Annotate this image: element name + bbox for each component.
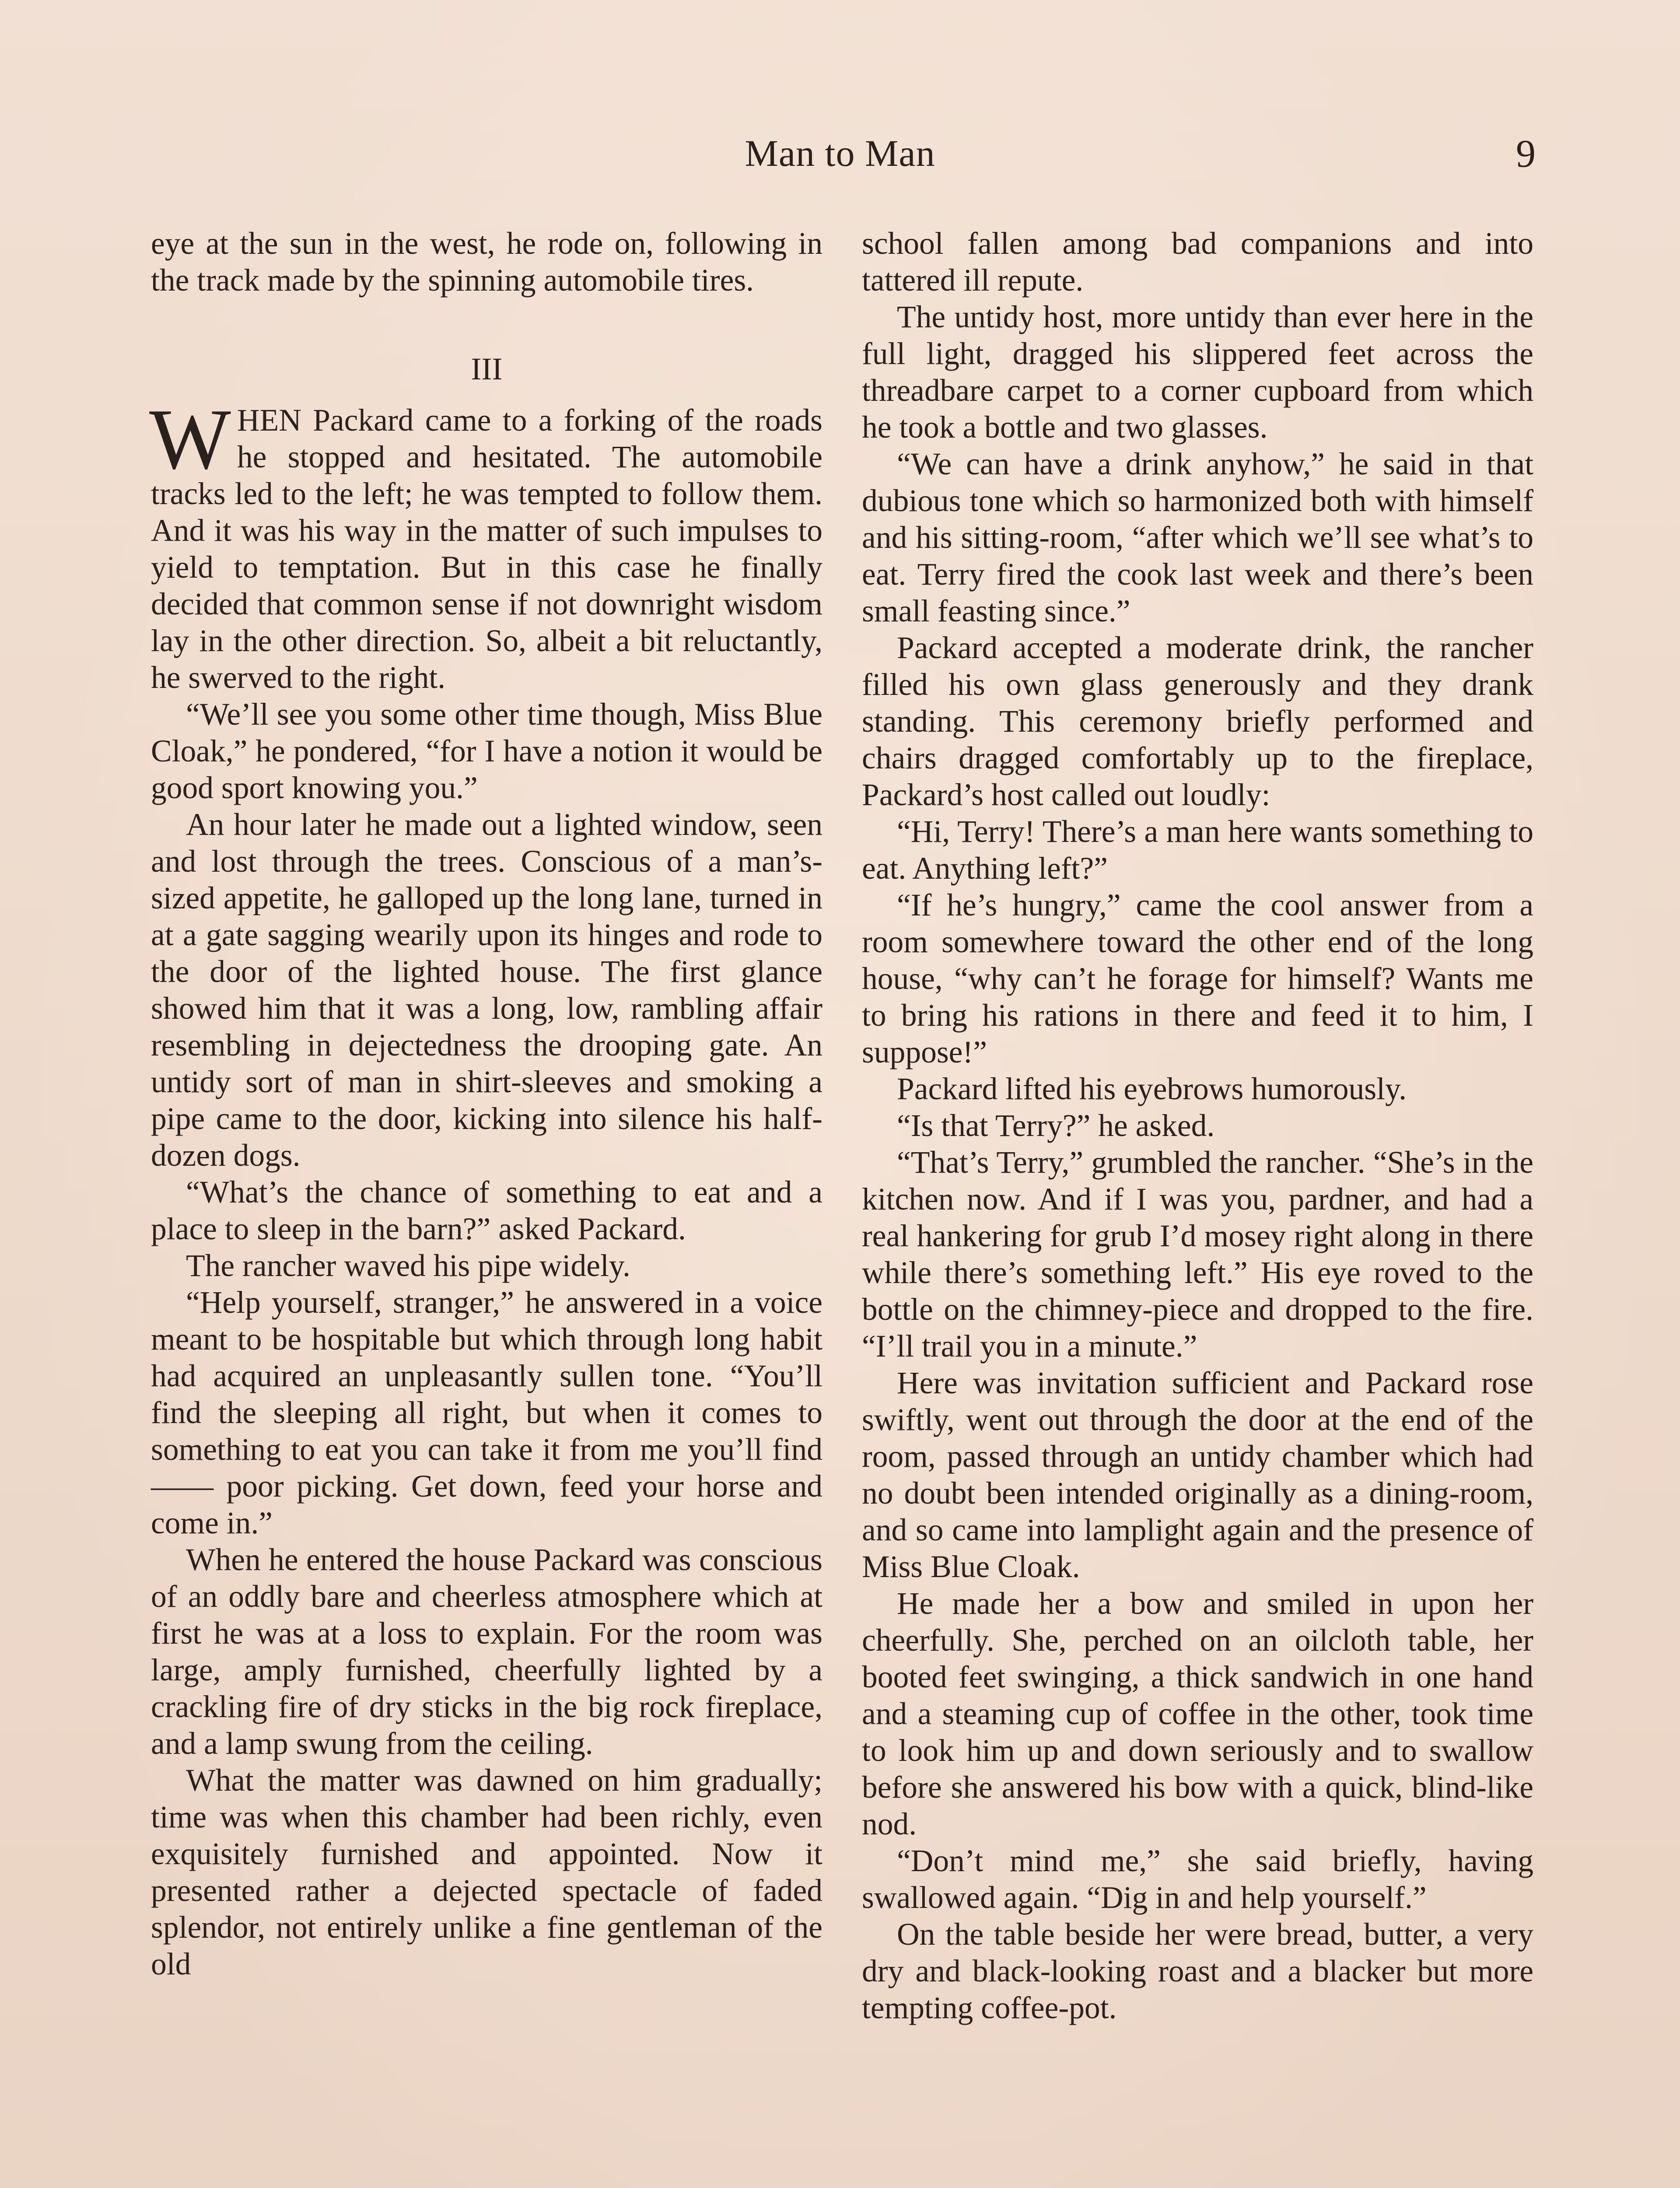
paragraph: school fallen among bad companions and into tattered ill repute. [862, 226, 1533, 298]
paragraph: “If he’s hungry,” came the cool answer from a room somewhere toward the other end of the long house, “why can’t he forage for himself? Wants me to bring his rations in there and feed it to him, I suppose!” [862, 888, 1533, 1069]
paragraph: On the table beside her were bread, butter, a very dry and black-looking roast and a blacker but more tempting coffee-pot. [862, 1917, 1533, 2025]
paragraph [149, 391, 822, 696]
paragraph: Packard accepted a moderate drink, the rancher filled his own glass generously and they drank standing. This ceremony briefly performed and chairs dragged comfortably up to the fireplace, Packard’s host called out loudly: [862, 631, 1533, 812]
paragraph: “That’s Terry,” grumbled the rancher. “She’s in the kitchen now. And if I was you, pardner, and had a real hankering for grub I’d mosey right along in there while there’s something left.” His eye roved to the bottle on the chimney-piece and dropped to the fire. “I’ll trail you in a minute.” [862, 1145, 1533, 1364]
page-number: 9 [1516, 132, 1536, 175]
drop-cap: W [149, 391, 231, 487]
paragraph: He made her a bow and smiled in upon her cheerfully. She, perched on an oilcloth table, her booted feet swinging, a thick sandwich in one hand and a steaming cup of coffee in the other, took time to look him up and down seriously and to swallow before she answered his bow with a quick, blind-like nod. [862, 1586, 1533, 1841]
paragraph: When he entered the house Packard was conscious of an oddly bare and cheerless atmosphere which at first he was at a loss to explain. For the room was large, amply furnished, cheerfully lighted by a crackling fire of dry sticks in the big rock fireplace, and a lamp swung from the ceiling. [151, 1543, 822, 1761]
right-text-column [862, 225, 1533, 2027]
paragraph: “Is that Terry?” he asked. [897, 1108, 1215, 1143]
paragraph: The untidy host, more untidy than ever here in the full light, dragged his slippered feet across the threadbare carpet to a corner cupboard from which he took a bottle and two glasses. [862, 300, 1533, 445]
paragraph: Here was invitation sufficient and Packard rose swiftly, went out through the door at the end of the room, passed through an untidy chamber which had no doubt been intended originally as a dining-room, and so came into lamplight again and the presence of Miss Blue Cloak. [862, 1366, 1533, 1584]
paragraph: “Help yourself, stranger,” he answered in a voice meant to be hospitable but which through long habit had acquired an unpleasantly sullen tone. “You’ll find the sleeping all right, but when it comes to something to eat you can take it from me you’ll find —— poor picking. Get down, feed your horse and come in.” [151, 1285, 822, 1540]
paragraph: “Hi, Terry! There’s a man here wants something to eat. Anything left?” [862, 814, 1533, 886]
paragraph: “We can have a drink anyhow,” he said in that dubious tone which so harmonized both with himself and his sitting-room, “after which we’ll see what’s to eat. Terry fired the cook last week and there’s been small feasting since.” [862, 447, 1533, 628]
paragraph: What the matter was dawned on him gradually; time was when this chamber had been richly, even exquisitely furnished and appointed. Now it presented rather a dejected spectacle of faded splendor, not entirely unlike a fine gentleman of the old [151, 1763, 822, 1981]
paragraph: “What’s the chance of something to eat and a place to sleep in the barn?” asked Packard. [151, 1175, 822, 1246]
paragraph: “We’ll see you some other time though, Miss Blue Cloak,” he pondered, “for I have a notion it would be good sport knowing you.” [151, 697, 822, 805]
paragraph: “Don’t mind me,” she said briefly, having swallowed again. “Dig in and help yourself.” [862, 1844, 1533, 1915]
paragraph: eye at the sun in the west, he rode on, following in the track made by the spinning automobile tires. [151, 226, 822, 298]
paragraph: An hour later he made out a lighted window, seen and lost through the trees. Conscious of a man’s-sized appetite, he galloped up the long lane, turned in at a gate sagging wearily upon its hinges and rode to the door of the lighted house. The first glance showed him that it was a long, low, rambling affair resembling in dejectedness the drooping gate. An untidy sort of man in shirt-sleeves and smoking a pipe came to the door, kicking into silence his half-dozen dogs. [151, 807, 822, 1173]
chapter-number: III [471, 351, 503, 386]
paragraph: Packard lifted his eyebrows humorously. [897, 1072, 1407, 1106]
paragraph: The rancher waved his pipe widely. [186, 1248, 630, 1283]
running-title: Man to Man [745, 132, 935, 174]
left-text-column [151, 225, 822, 1983]
paragraph-text: HEN Packard came to a forking of the roads he stopped and hesitated. The automobile tracks led to the left; he was tempted to follow them. And it was his way in the matter of such impulses to yield to temptation. But in this case he finally decided that common sense if not downright wisdom lay in the other direction. So, albeit a bit reluctantly, he swerved to the right. [151, 403, 822, 695]
